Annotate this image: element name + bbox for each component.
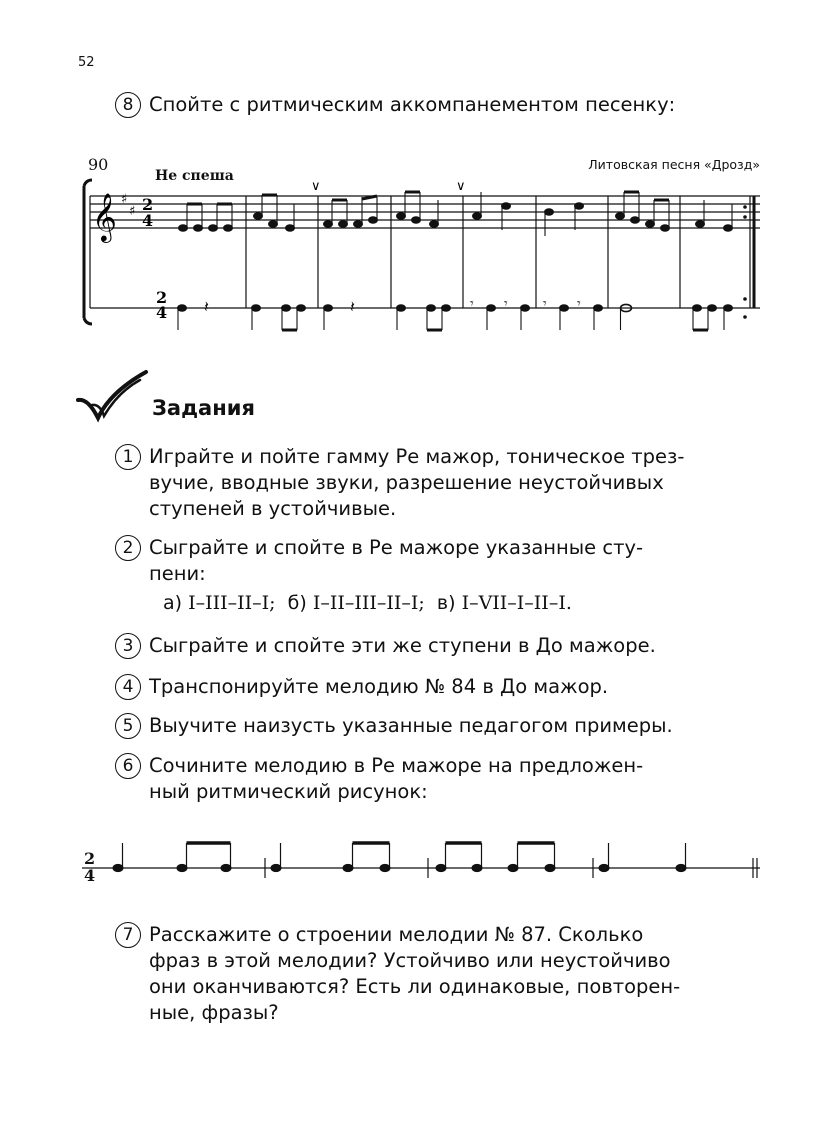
svg-text:♯: ♯ — [129, 204, 136, 219]
section-title: Задания — [152, 396, 255, 420]
svg-text:2: 2 — [84, 849, 96, 868]
task-line: Транспонируйте мелодию № 84 в До мажор. — [149, 675, 609, 698]
step-label: а) — [163, 592, 183, 614]
svg-text:4: 4 — [156, 303, 168, 322]
breath-mark: ∨ — [456, 179, 466, 194]
svg-text:2: 2 — [156, 288, 168, 307]
svg-text:𝄽: 𝄽 — [350, 297, 355, 316]
task-number: 2 — [115, 535, 141, 561]
melody-notes — [179, 192, 733, 236]
task-line: ный ритмический рисунок: — [149, 780, 428, 803]
task-number: 7 — [115, 922, 141, 948]
task-2 — [115, 535, 643, 587]
task-number: 6 — [115, 753, 141, 779]
task-line: ступеней в устойчивые. — [149, 497, 397, 520]
step-label: б) — [287, 592, 307, 614]
svg-text:4: 4 — [84, 866, 96, 885]
task-7 — [115, 922, 680, 1026]
task-3 — [115, 633, 656, 659]
task-number: 3 — [115, 633, 141, 659]
page-number: 52 — [78, 55, 95, 70]
svg-text:𝄾: 𝄾 — [470, 296, 474, 312]
melody-staff — [90, 196, 760, 228]
rhythm-time-signature — [156, 288, 167, 322]
treble-clef: 𝄞 — [92, 192, 117, 241]
svg-text:4: 4 — [142, 211, 154, 230]
step-value: I–II–III–II–I; — [312, 592, 425, 614]
task-text: Спойте с ритмическим аккомпанементом песенку: — [149, 93, 676, 116]
task-line: фраз в этой мелодии? Устойчиво или неустойчиво — [149, 949, 671, 972]
task-line: Сочините мелодию в Ре мажоре на предложен- — [149, 754, 644, 777]
checkmark-icon — [78, 372, 146, 418]
step-label: в) — [436, 592, 456, 614]
melody-time-signature — [142, 195, 153, 230]
task-line: Играйте и пойте гамму Ре мажор, тоническое трез- — [149, 445, 685, 468]
rhythm-notes — [178, 296, 733, 330]
svg-text:𝄾: 𝄾 — [577, 296, 581, 312]
task-number: 8 — [115, 92, 141, 118]
step-value: I–VII–I–II–I. — [461, 592, 572, 614]
song-number: 90 — [88, 155, 109, 174]
task-line: пени: — [149, 562, 206, 585]
tempo-marking: Не спеша — [155, 168, 234, 184]
task-line: ные, фразы? — [149, 1001, 279, 1024]
task-number: 5 — [115, 713, 141, 739]
barlines — [246, 196, 754, 308]
task-number: 4 — [115, 674, 141, 700]
system-bracket — [84, 180, 92, 324]
task-line: Выучите наизусть указанные педагогом примеры. — [149, 714, 673, 737]
task-line: Сыграйте и спойте эти же ступени в До мажоре. — [149, 634, 656, 657]
task-line: Сыграйте и спойте в Ре мажоре указанные сту- — [149, 536, 644, 559]
task-number: 1 — [115, 444, 141, 470]
step-value: I–III–II–I; — [188, 592, 276, 614]
task-line: вучие, вводные звуки, разрешение неустойчивых — [149, 471, 664, 494]
breath-mark: ∨ — [311, 179, 321, 194]
svg-text:𝄾: 𝄾 — [543, 296, 547, 312]
task-5 — [115, 713, 673, 739]
key-signature: ♯ — [121, 192, 128, 207]
task-6 — [115, 753, 643, 805]
task-8 — [115, 92, 675, 118]
rhythm-pattern — [82, 843, 760, 885]
task-1 — [115, 444, 684, 522]
task-line: Расскажите о строении мелодии № 87. Сколько — [149, 923, 644, 946]
degree-steps — [163, 592, 572, 614]
svg-text:𝄽: 𝄽 — [204, 297, 209, 316]
task-line: они оканчиваются? Есть ли одинаковые, повторен- — [149, 975, 681, 998]
song-source: Литовская песня «Дрозд» — [588, 157, 760, 172]
svg-text:2: 2 — [142, 195, 154, 214]
task-4 — [115, 674, 608, 700]
svg-text:𝄾: 𝄾 — [504, 296, 508, 312]
